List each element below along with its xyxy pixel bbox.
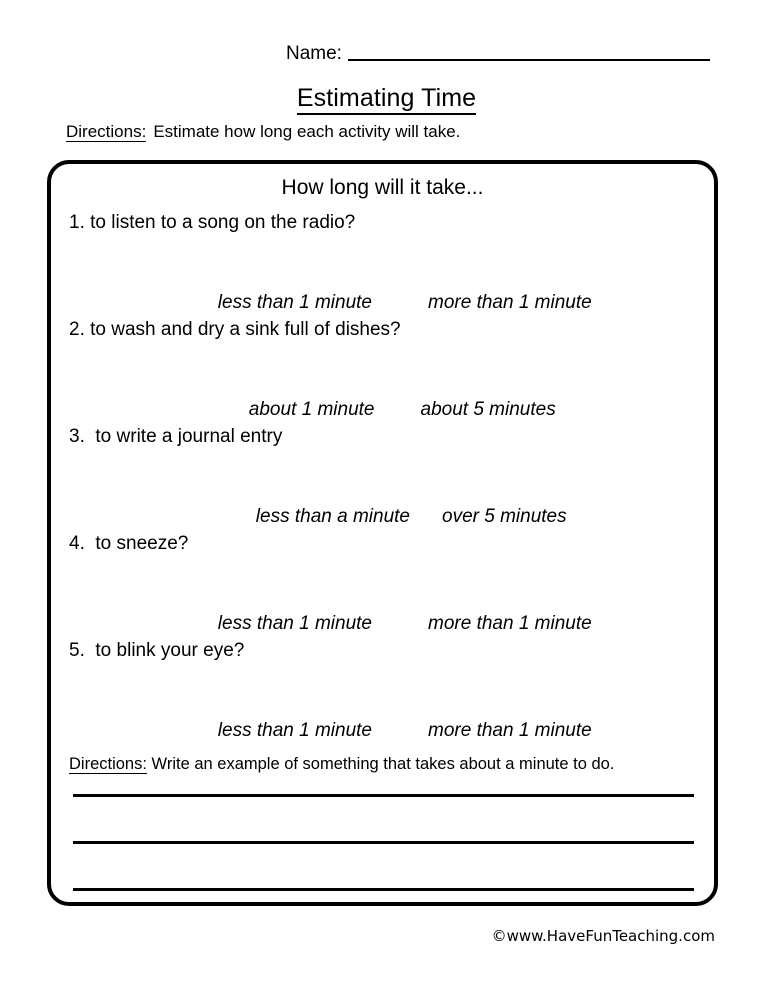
directions-top-text: Estimate how long each activity will take.: [153, 122, 461, 141]
question-item: [51, 211, 714, 318]
option-choice[interactable]: more than 1 minute: [428, 720, 592, 741]
footer-copyright: ©www.HaveFunTeaching.com: [491, 927, 715, 945]
name-field-row: [286, 44, 710, 64]
name-label: Name:: [286, 43, 342, 64]
activity-box-heading: How long will it take...: [281, 176, 484, 199]
option-choice[interactable]: less than a minute: [255, 506, 410, 527]
name-write-in-line[interactable]: [348, 59, 710, 61]
directions-top: [66, 121, 460, 142]
directions-bottom: [69, 754, 614, 775]
option-choice[interactable]: about 1 minute: [248, 399, 375, 420]
question-item: [51, 639, 714, 746]
directions-top-label: Directions:: [66, 122, 147, 141]
option-choice[interactable]: less than 1 minute: [217, 613, 372, 634]
question-list: [51, 211, 714, 746]
option-choice[interactable]: more than 1 minute: [428, 292, 592, 313]
question-text: 4. to sneeze?: [69, 533, 189, 554]
answer-write-lines: [73, 794, 694, 891]
directions-bottom-text: Write an example of something that takes about a minute to do.: [151, 755, 615, 773]
question-text: 1. to listen to a song on the radio?: [69, 212, 356, 233]
page-title: [0, 84, 773, 112]
answer-line-3[interactable]: [73, 888, 694, 891]
answer-line-1[interactable]: [73, 794, 694, 797]
answer-line-2[interactable]: [73, 841, 694, 844]
page-title-text: Estimating Time: [297, 84, 476, 115]
option-choice[interactable]: more than 1 minute: [428, 613, 592, 634]
question-item: [51, 318, 714, 425]
question-text: 2. to wash and dry a sink full of dishes?: [69, 319, 401, 340]
directions-bottom-label: Directions:: [69, 755, 147, 773]
activity-box: [47, 160, 718, 906]
option-choice[interactable]: about 5 minutes: [420, 399, 556, 420]
option-choice[interactable]: less than 1 minute: [217, 720, 372, 741]
question-item: [51, 425, 714, 532]
question-text: 3. to write a journal entry: [69, 426, 283, 447]
question-text: 5. to blink your eye?: [69, 640, 245, 661]
question-item: [51, 532, 714, 639]
option-choice[interactable]: less than 1 minute: [217, 292, 372, 313]
option-choice[interactable]: over 5 minutes: [442, 506, 567, 527]
